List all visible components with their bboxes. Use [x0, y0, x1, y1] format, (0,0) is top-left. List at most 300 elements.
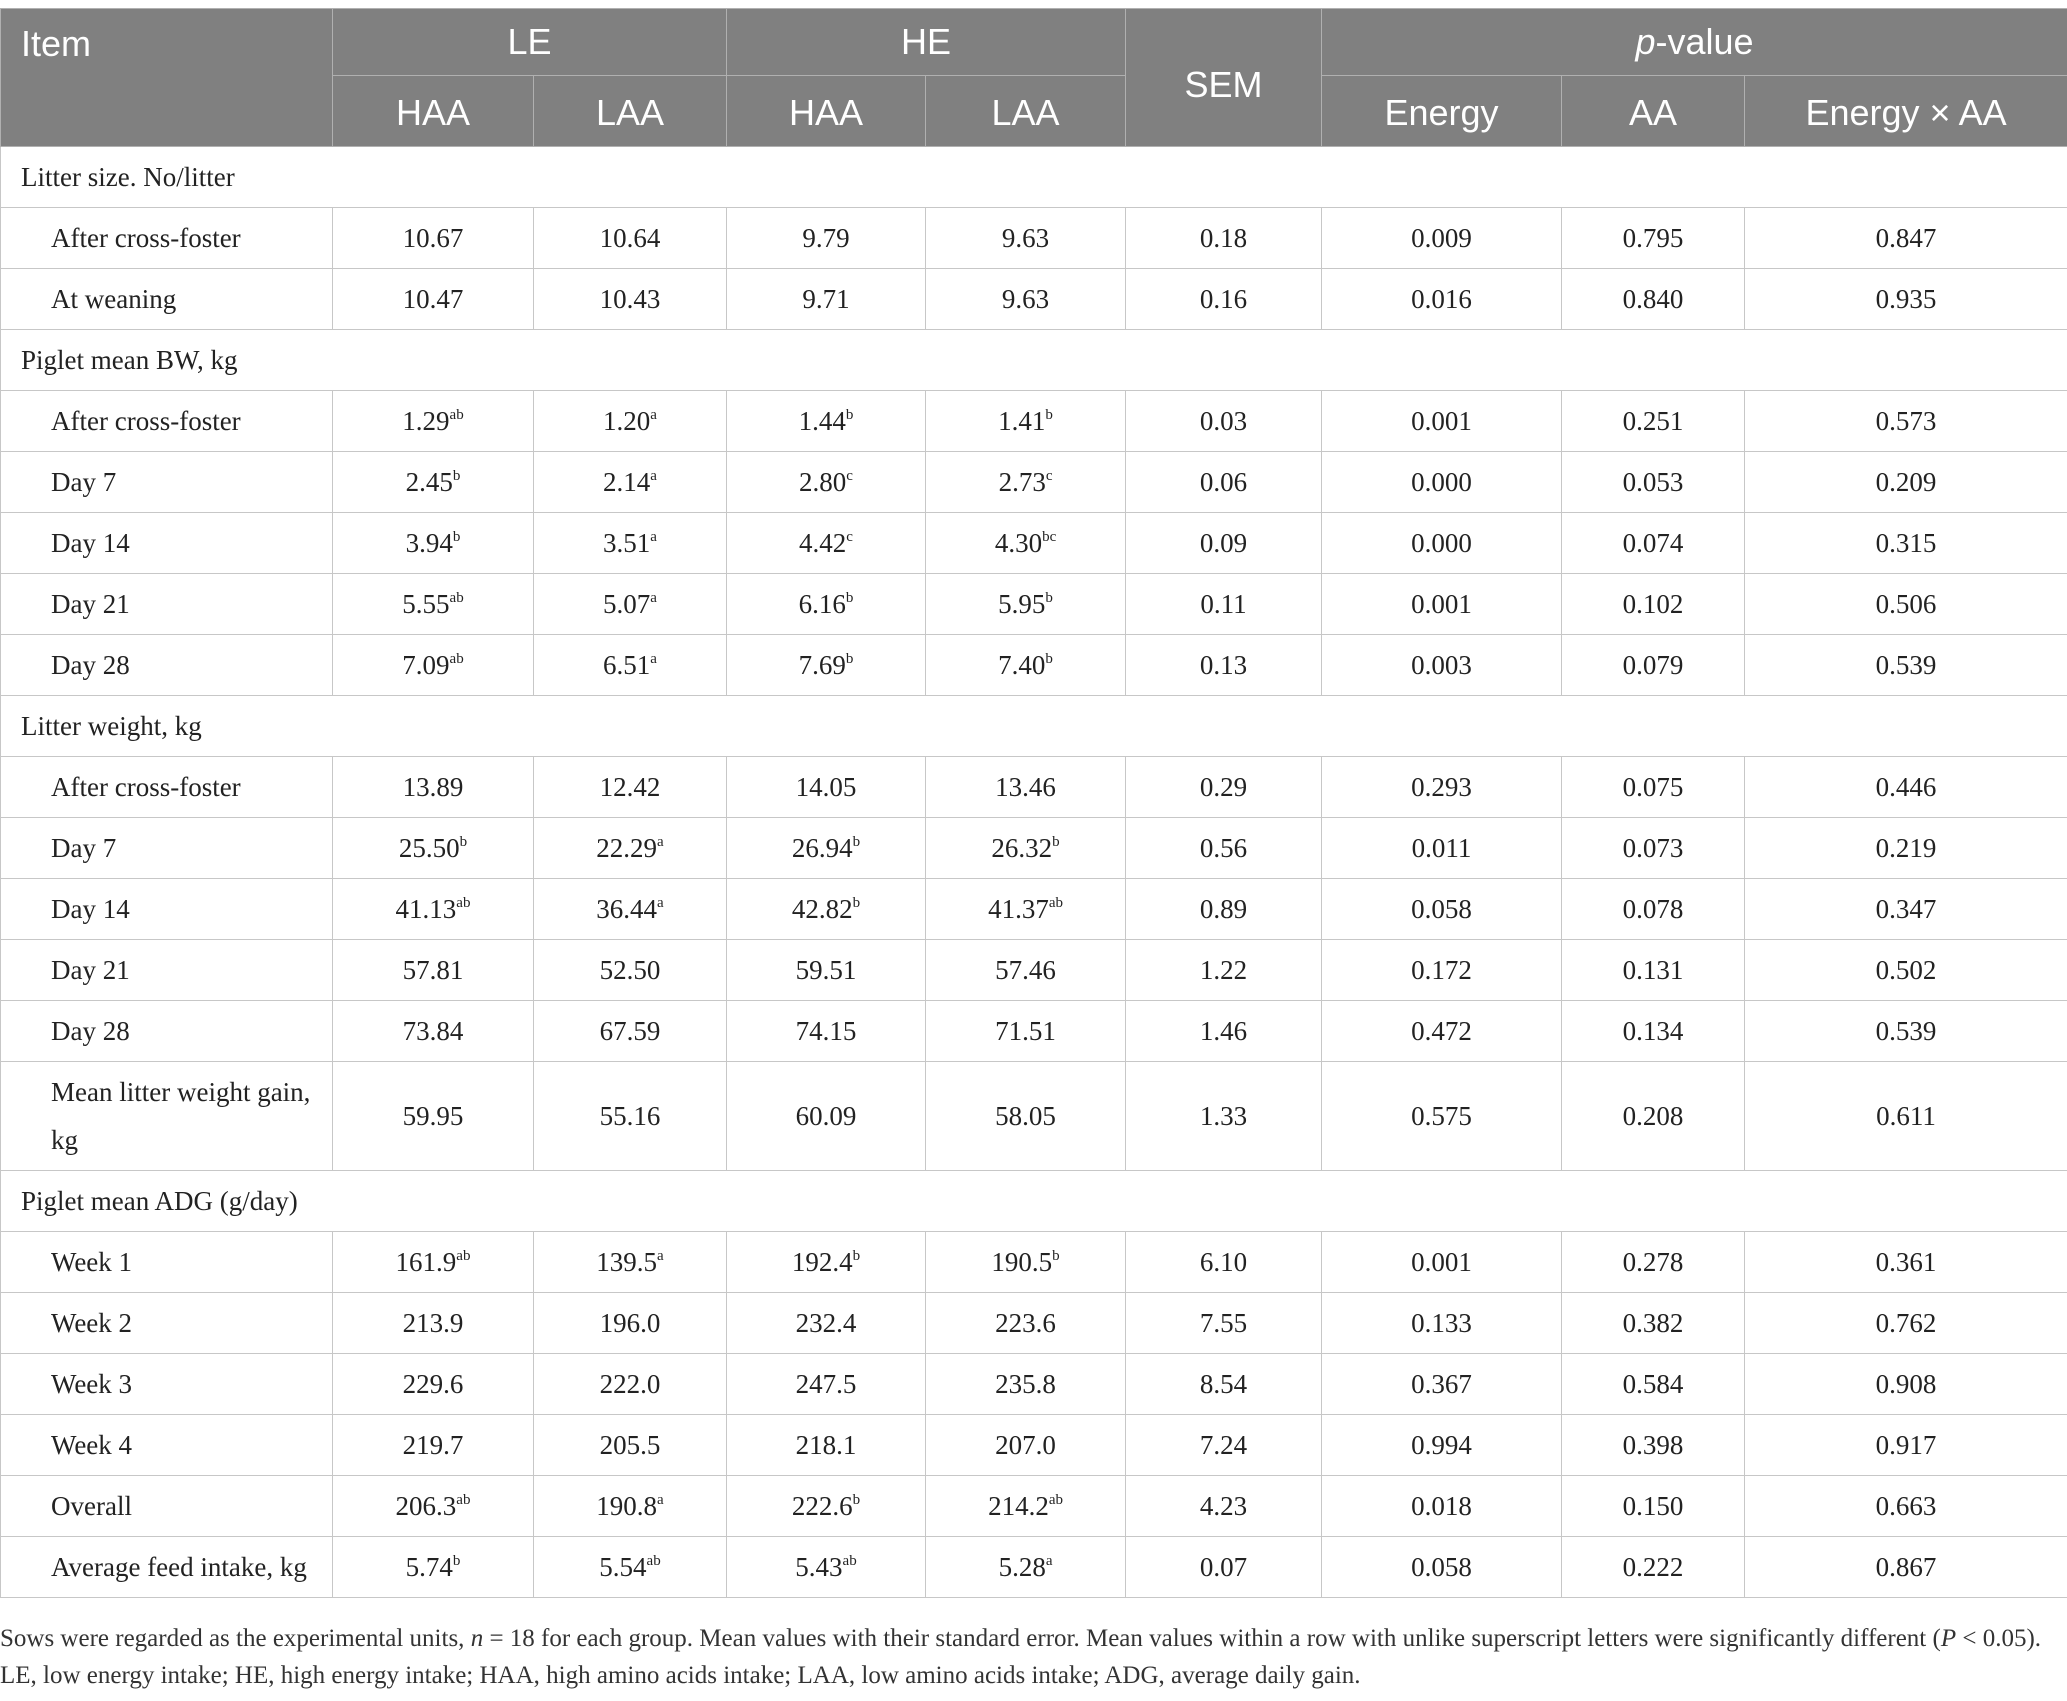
section-row — [1, 696, 2067, 757]
cell-value: 5.43 — [795, 1551, 843, 1582]
cell-value: 223.6 — [995, 1307, 1056, 1338]
cell-le-haa — [333, 391, 534, 452]
cell-he-haa — [727, 1415, 926, 1476]
cell-he-laa — [926, 391, 1126, 452]
cell-value: 205.5 — [599, 1429, 661, 1460]
significance-superscript: a — [657, 1491, 664, 1508]
cell-sem: 1.46 — [1126, 1001, 1322, 1062]
cell-he-haa — [727, 879, 926, 940]
cell-he-haa — [727, 208, 926, 269]
cell-value: 161.9 — [395, 1246, 457, 1277]
significance-superscript: b — [452, 528, 461, 545]
cell-he-haa — [727, 452, 926, 513]
cell-value: 7.40 — [998, 649, 1046, 680]
cell-value: 4.30 — [994, 527, 1043, 558]
cell-p-aa: 0.382 — [1562, 1293, 1745, 1354]
cell-le-laa — [534, 452, 727, 513]
table-row — [1, 1476, 2067, 1537]
cell-value: 247.5 — [795, 1368, 857, 1399]
footnote-part3: < 0.05). LE, low energy intake; HE, high energy intake; HAA, high amino acids intake; LAA, low amino acids intake; ADG, average daily gain. — [0, 1625, 2042, 1689]
header-le-haa: HAA — [333, 76, 534, 147]
significance-superscript: ab — [449, 650, 464, 667]
significance-superscript: ab — [1048, 1491, 1063, 1508]
cell-value: 1.29 — [402, 405, 450, 436]
row-label: Day 7 — [1, 818, 333, 879]
significance-superscript: b — [1052, 1247, 1060, 1264]
significance-superscript: b — [852, 1247, 861, 1264]
cell-le-haa — [333, 940, 534, 1001]
cell-he-haa — [727, 635, 926, 696]
table-row — [1, 391, 2067, 452]
header-le-laa: LAA — [534, 76, 727, 147]
cell-le-laa — [534, 1232, 727, 1293]
cell-le-haa — [333, 818, 534, 879]
table-row — [1, 1001, 2067, 1062]
cell-p-energy-x-aa: 0.573 — [1745, 391, 2067, 452]
cell-p-energy: 0.172 — [1322, 940, 1562, 1001]
cell-sem: 7.24 — [1126, 1415, 1322, 1476]
cell-he-laa — [926, 1415, 1126, 1476]
row-label: Mean litter weight gain, kg — [1, 1062, 333, 1171]
significance-superscript: b — [845, 650, 854, 667]
header-p-italic: p — [1635, 21, 1656, 62]
table-row — [1, 1537, 2067, 1598]
section-label: Piglet mean BW, kg — [1, 330, 2067, 391]
cell-he-laa — [926, 574, 1126, 635]
significance-superscript: b — [459, 833, 468, 850]
cell-p-energy: 0.293 — [1322, 757, 1562, 818]
cell-he-haa — [727, 757, 926, 818]
cell-value: 190.8 — [596, 1490, 658, 1521]
cell-value: 196.0 — [599, 1307, 661, 1338]
cell-value: 7.69 — [798, 649, 846, 680]
cell-p-aa: 0.795 — [1562, 208, 1745, 269]
row-label: Day 21 — [1, 940, 333, 1001]
cell-sem: 0.11 — [1126, 574, 1322, 635]
cell-value: 206.3 — [395, 1490, 457, 1521]
cell-p-energy: 0.367 — [1322, 1354, 1562, 1415]
row-label: Day 21 — [1, 574, 333, 635]
cell-sem: 1.22 — [1126, 940, 1322, 1001]
cell-le-haa — [333, 1293, 534, 1354]
cell-le-laa — [534, 1476, 727, 1537]
header-p-energy: Energy — [1322, 76, 1562, 147]
cell-he-laa — [926, 452, 1126, 513]
cell-p-aa: 0.222 — [1562, 1537, 1745, 1598]
cell-p-energy-x-aa: 0.315 — [1745, 513, 2067, 574]
significance-superscript: ab — [842, 1552, 857, 1569]
cell-he-laa — [926, 635, 1126, 696]
cell-value: 232.4 — [795, 1307, 857, 1338]
table-row — [1, 574, 2067, 635]
section-row — [1, 147, 2067, 208]
cell-le-laa — [534, 635, 727, 696]
table-row — [1, 1293, 2067, 1354]
header-le: LE — [333, 9, 727, 76]
table-body — [1, 147, 2067, 1598]
cell-p-aa: 0.251 — [1562, 391, 1745, 452]
cell-p-aa: 0.078 — [1562, 879, 1745, 940]
table-header — [1, 9, 2067, 147]
cell-sem: 0.07 — [1126, 1537, 1322, 1598]
cell-value: 22.29 — [596, 832, 658, 863]
cell-le-haa — [333, 879, 534, 940]
cell-le-laa — [534, 1062, 727, 1171]
cell-p-energy: 0.058 — [1322, 1537, 1562, 1598]
cell-he-haa — [727, 1232, 926, 1293]
significance-superscript: b — [1045, 650, 1053, 667]
cell-p-aa: 0.079 — [1562, 635, 1745, 696]
cell-sem: 7.55 — [1126, 1293, 1322, 1354]
row-label: After cross-foster — [1, 208, 333, 269]
cell-p-aa: 0.278 — [1562, 1232, 1745, 1293]
section-label: Litter size. No/litter — [1, 147, 2067, 208]
table-row — [1, 1354, 2067, 1415]
row-label: Week 3 — [1, 1354, 333, 1415]
header-he-haa: HAA — [727, 76, 926, 147]
cell-le-haa — [333, 1537, 534, 1598]
row-label: Day 28 — [1, 635, 333, 696]
cell-le-haa — [333, 1232, 534, 1293]
cell-value: 222.6 — [791, 1490, 853, 1521]
cell-value: 1.41 — [998, 405, 1046, 436]
cell-he-laa — [926, 818, 1126, 879]
cell-le-laa — [534, 574, 727, 635]
cell-p-energy-x-aa: 0.908 — [1745, 1354, 2067, 1415]
cell-p-energy: 0.003 — [1322, 635, 1562, 696]
cell-value: 222.0 — [599, 1368, 661, 1399]
significance-superscript: a — [657, 894, 664, 911]
row-label: Average feed intake, kg — [1, 1537, 333, 1598]
cell-value: 59.51 — [795, 954, 857, 985]
cell-he-laa — [926, 269, 1126, 330]
header-sem: SEM — [1126, 9, 1322, 147]
significance-superscript: ab — [449, 406, 464, 423]
footnote-n: n — [470, 1625, 484, 1652]
cell-value: 2.14 — [603, 466, 651, 497]
cell-p-energy-x-aa: 0.506 — [1745, 574, 2067, 635]
significance-superscript: b — [452, 1552, 461, 1569]
significance-superscript: b — [852, 1491, 861, 1508]
significance-superscript: b — [1045, 589, 1053, 606]
cell-p-energy-x-aa: 0.611 — [1745, 1062, 2067, 1171]
row-label: Day 14 — [1, 513, 333, 574]
cell-he-haa — [727, 574, 926, 635]
cell-le-haa — [333, 1001, 534, 1062]
cell-le-haa — [333, 574, 534, 635]
row-label: Day 14 — [1, 879, 333, 940]
cell-value: 213.9 — [402, 1307, 464, 1338]
cell-p-energy-x-aa: 0.446 — [1745, 757, 2067, 818]
cell-he-haa — [727, 1354, 926, 1415]
cell-value: 52.50 — [599, 954, 661, 985]
table-row — [1, 818, 2067, 879]
cell-he-laa — [926, 1293, 1126, 1354]
cell-p-energy-x-aa: 0.361 — [1745, 1232, 2067, 1293]
table-row — [1, 208, 2067, 269]
cell-he-haa — [727, 1537, 926, 1598]
cell-p-energy-x-aa: 0.762 — [1745, 1293, 2067, 1354]
significance-superscript: b — [852, 833, 861, 850]
cell-le-laa — [534, 513, 727, 574]
cell-le-laa — [534, 208, 727, 269]
footnote-p: P — [1940, 1625, 1957, 1652]
cell-value: 9.63 — [1001, 283, 1050, 314]
cell-le-haa — [333, 1062, 534, 1171]
cell-value: 207.0 — [995, 1429, 1056, 1460]
significance-superscript: ab — [456, 1247, 471, 1264]
cell-p-aa: 0.208 — [1562, 1062, 1745, 1171]
cell-value: 57.81 — [402, 954, 464, 985]
significance-superscript: c — [1045, 467, 1053, 484]
cell-p-energy: 0.009 — [1322, 208, 1562, 269]
row-label: Day 7 — [1, 452, 333, 513]
cell-sem: 1.33 — [1126, 1062, 1322, 1171]
cell-sem: 0.29 — [1126, 757, 1322, 818]
cell-le-laa — [534, 1293, 727, 1354]
cell-value: 10.67 — [402, 222, 464, 253]
cell-he-haa — [727, 391, 926, 452]
cell-p-energy: 0.058 — [1322, 879, 1562, 940]
cell-value: 219.7 — [402, 1429, 464, 1460]
cell-p-energy-x-aa: 0.539 — [1745, 635, 2067, 696]
cell-p-aa: 0.150 — [1562, 1476, 1745, 1537]
cell-sem: 0.06 — [1126, 452, 1322, 513]
cell-p-energy-x-aa: 0.663 — [1745, 1476, 2067, 1537]
cell-p-energy: 0.001 — [1322, 574, 1562, 635]
cell-he-laa — [926, 1476, 1126, 1537]
cell-p-energy: 0.133 — [1322, 1293, 1562, 1354]
cell-he-laa — [926, 879, 1126, 940]
table-row — [1, 1062, 2067, 1171]
significance-superscript: a — [650, 467, 657, 484]
cell-value: 139.5 — [596, 1246, 658, 1277]
cell-value: 5.74 — [405, 1551, 453, 1582]
cell-p-energy: 0.016 — [1322, 269, 1562, 330]
cell-value: 5.95 — [998, 588, 1046, 619]
cell-value: 190.5 — [991, 1246, 1053, 1277]
table-row — [1, 513, 2067, 574]
cell-value: 10.43 — [599, 283, 661, 314]
cell-he-laa — [926, 940, 1126, 1001]
cell-he-haa — [727, 513, 926, 574]
header-item: Item — [1, 9, 333, 147]
cell-he-laa — [926, 1537, 1126, 1598]
cell-le-haa — [333, 513, 534, 574]
cell-p-energy-x-aa: 0.917 — [1745, 1415, 2067, 1476]
cell-sem: 0.13 — [1126, 635, 1322, 696]
section-label: Piglet mean ADG (g/day) — [1, 1171, 2067, 1232]
cell-le-haa — [333, 208, 534, 269]
table-row — [1, 452, 2067, 513]
cell-value: 26.32 — [991, 832, 1053, 863]
cell-value: 10.47 — [402, 283, 464, 314]
cell-sem: 0.16 — [1126, 269, 1322, 330]
cell-value: 9.71 — [802, 283, 850, 314]
cell-value: 5.07 — [603, 588, 651, 619]
cell-p-energy: 0.575 — [1322, 1062, 1562, 1171]
row-label: After cross-foster — [1, 391, 333, 452]
header-p-suffix: -value — [1655, 21, 1754, 62]
cell-value: 5.55 — [402, 588, 450, 619]
cell-sem: 0.09 — [1126, 513, 1322, 574]
cell-p-aa: 0.131 — [1562, 940, 1745, 1001]
row-label: Day 28 — [1, 1001, 333, 1062]
cell-value: 192.4 — [791, 1246, 853, 1277]
cell-he-laa — [926, 1232, 1126, 1293]
cell-value: 3.51 — [603, 527, 651, 558]
cell-le-laa — [534, 391, 727, 452]
table-row — [1, 635, 2067, 696]
cell-p-energy-x-aa: 0.209 — [1745, 452, 2067, 513]
cell-p-energy: 0.994 — [1322, 1415, 1562, 1476]
cell-p-aa: 0.075 — [1562, 757, 1745, 818]
cell-le-laa — [534, 940, 727, 1001]
cell-le-haa — [333, 1354, 534, 1415]
row-label: Week 1 — [1, 1232, 333, 1293]
results-table — [0, 8, 2067, 1598]
header-p-energy-x-aa: Energy × AA — [1745, 76, 2067, 147]
cell-value: 26.94 — [791, 832, 853, 863]
row-label: Week 2 — [1, 1293, 333, 1354]
significance-superscript: bc — [1042, 528, 1057, 545]
cell-value: 9.63 — [1001, 222, 1050, 253]
cell-value: 36.44 — [596, 893, 658, 924]
cell-value: 4.42 — [799, 527, 847, 558]
header-p-aa: AA — [1562, 76, 1745, 147]
section-row — [1, 1171, 2067, 1232]
cell-p-aa: 0.102 — [1562, 574, 1745, 635]
header-p-value — [1322, 9, 2067, 76]
cell-p-energy: 0.018 — [1322, 1476, 1562, 1537]
cell-p-aa: 0.840 — [1562, 269, 1745, 330]
significance-superscript: ab — [456, 894, 471, 911]
significance-superscript: a — [650, 528, 657, 545]
cell-value: 71.51 — [995, 1015, 1056, 1046]
cell-he-haa — [727, 1293, 926, 1354]
cell-p-energy: 0.000 — [1322, 513, 1562, 574]
cell-he-laa — [926, 1001, 1126, 1062]
cell-value: 12.42 — [599, 771, 661, 802]
cell-he-haa — [727, 940, 926, 1001]
header-he-laa: LAA — [926, 76, 1126, 147]
cell-value: 41.13 — [395, 893, 457, 924]
cell-p-energy: 0.001 — [1322, 1232, 1562, 1293]
significance-superscript: c — [846, 467, 853, 484]
cell-le-haa — [333, 1476, 534, 1537]
cell-value: 5.28 — [998, 1551, 1046, 1582]
significance-superscript: ab — [456, 1491, 471, 1508]
row-label: Overall — [1, 1476, 333, 1537]
significance-superscript: ab — [449, 589, 464, 606]
cell-p-aa: 0.053 — [1562, 452, 1745, 513]
significance-superscript: b — [452, 467, 461, 484]
cell-p-energy-x-aa: 0.219 — [1745, 818, 2067, 879]
cell-le-haa — [333, 452, 534, 513]
cell-le-laa — [534, 1001, 727, 1062]
cell-value: 13.89 — [402, 771, 464, 802]
significance-superscript: b — [1052, 833, 1060, 850]
cell-value: 1.44 — [798, 405, 846, 436]
cell-value: 2.80 — [799, 466, 847, 497]
cell-p-energy-x-aa: 0.867 — [1745, 1537, 2067, 1598]
cell-he-haa — [727, 1476, 926, 1537]
cell-le-haa — [333, 1415, 534, 1476]
cell-le-laa — [534, 879, 727, 940]
cell-value: 218.1 — [795, 1429, 857, 1460]
significance-superscript: c — [846, 528, 853, 545]
cell-value: 74.15 — [795, 1015, 857, 1046]
table-row — [1, 1232, 2067, 1293]
table-footnote — [0, 1620, 2067, 1694]
cell-value: 9.79 — [802, 222, 850, 253]
cell-sem: 8.54 — [1126, 1354, 1322, 1415]
cell-le-laa — [534, 1354, 727, 1415]
cell-he-laa — [926, 1062, 1126, 1171]
cell-p-energy-x-aa: 0.935 — [1745, 269, 2067, 330]
cell-sem: 0.56 — [1126, 818, 1322, 879]
cell-value: 60.09 — [795, 1100, 857, 1131]
cell-value: 67.59 — [599, 1015, 661, 1046]
row-label: After cross-foster — [1, 757, 333, 818]
cell-p-aa: 0.134 — [1562, 1001, 1745, 1062]
cell-p-energy-x-aa: 0.847 — [1745, 208, 2067, 269]
cell-value: 59.95 — [402, 1100, 464, 1131]
significance-superscript: a — [657, 833, 664, 850]
cell-le-haa — [333, 269, 534, 330]
cell-he-laa — [926, 513, 1126, 574]
cell-he-haa — [727, 818, 926, 879]
footnote-part2: = 18 for each group. Mean values with their standard error. Mean values within a row with unlike superscript letters were significantly different ( — [483, 1625, 1941, 1652]
cell-value: 214.2 — [988, 1490, 1049, 1521]
significance-superscript: a — [1045, 1552, 1053, 1569]
cell-he-haa — [727, 269, 926, 330]
table-row — [1, 1415, 2067, 1476]
table-row — [1, 269, 2067, 330]
cell-p-energy: 0.000 — [1322, 452, 1562, 513]
row-label: Week 4 — [1, 1415, 333, 1476]
cell-le-laa — [534, 1415, 727, 1476]
cell-p-aa: 0.073 — [1562, 818, 1745, 879]
cell-value: 7.09 — [402, 649, 450, 680]
cell-le-haa — [333, 635, 534, 696]
cell-value: 41.37 — [988, 893, 1049, 924]
cell-value: 42.82 — [791, 893, 853, 924]
cell-value: 5.54 — [599, 1551, 647, 1582]
cell-value: 2.45 — [405, 466, 453, 497]
cell-value: 58.05 — [995, 1100, 1056, 1131]
significance-superscript: ab — [646, 1552, 661, 1569]
cell-sem: 0.89 — [1126, 879, 1322, 940]
significance-superscript: a — [650, 589, 657, 606]
cell-p-aa: 0.074 — [1562, 513, 1745, 574]
cell-p-energy: 0.472 — [1322, 1001, 1562, 1062]
cell-he-haa — [727, 1062, 926, 1171]
cell-value: 235.8 — [995, 1368, 1056, 1399]
significance-superscript: b — [845, 406, 854, 423]
cell-he-laa — [926, 757, 1126, 818]
significance-superscript: a — [650, 406, 657, 423]
significance-superscript: b — [1045, 406, 1053, 423]
cell-value: 55.16 — [599, 1100, 661, 1131]
table-row — [1, 757, 2067, 818]
cell-sem: 4.23 — [1126, 1476, 1322, 1537]
cell-p-energy-x-aa: 0.539 — [1745, 1001, 2067, 1062]
section-label: Litter weight, kg — [1, 696, 2067, 757]
cell-value: 6.16 — [798, 588, 846, 619]
cell-value: 73.84 — [402, 1015, 464, 1046]
cell-p-energy: 0.011 — [1322, 818, 1562, 879]
